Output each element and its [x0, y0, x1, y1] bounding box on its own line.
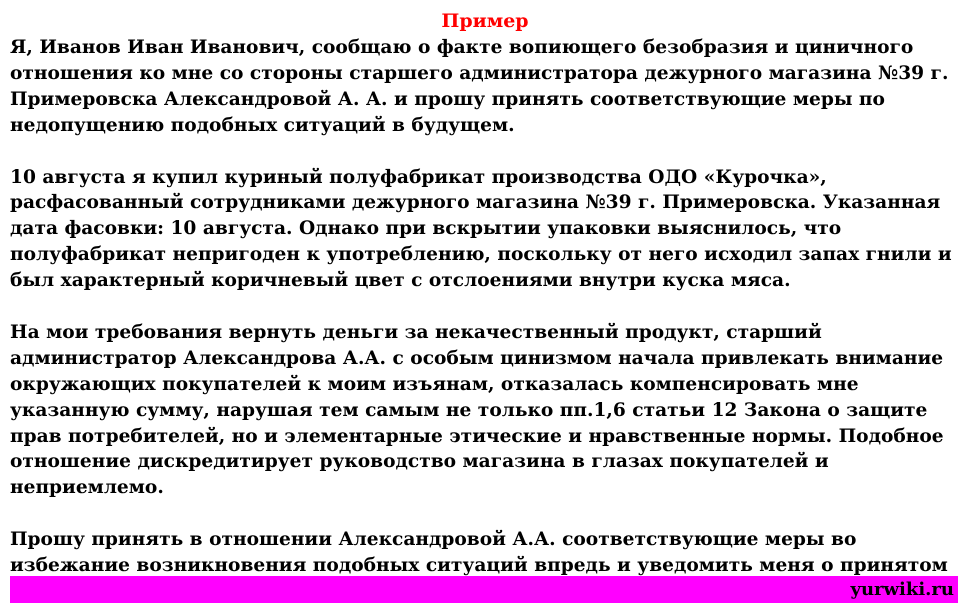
- footer-bar: [10, 576, 958, 603]
- paragraph-administrator-behavior: На мои требования вернуть деньги за некачественный продукт, старший администратор Александрова А.А. с особым цинизмом начала привлекать внимание окружающих покупателей к моим изъянам, отказалась компенсировать мне указанную сумму, нарушая тем самым не только пп.1,6 статьи 12 Закона о защите прав потребителей, но и элементарные этические и нравственные нормы. Подобное отношение дискредитирует руководство магазина в глазах покупателей и неприемлемо.: [10, 321, 944, 499]
- paragraph-purchase-details: 10 августа я купил куриный полуфабрикат производства ОДО «Курочка», расфасованный сотрудниками дежурного магазина №39 г. Примеровска. Указанная дата фасовки: 10 августа. Однако при вскрытии упаковки выяснилось, что полуфабрикат непригоден к употреблению, поскольку от него исходил запах гнили и был характерный коричневый цвет с отслоениями внутри куска мяса.: [10, 166, 952, 292]
- paragraph-request: Прошу принять в отношении Александровой А.А. соответствующие меры во избежание возникновения подобных ситуаций впредь и уведомить меня о принятом: [10, 529, 948, 577]
- footer-site-name: yurwiki.ru: [850, 579, 954, 600]
- paragraph-complaint-intro: Я, Иванов Иван Иванович, сообщаю о факте вопиющего безобразия и циничного отношения ко мне со стороны старшего администратора дежурного магазина №39 г. Примеровска Александровой А. А. и прошу принять соответствующие меры по недопущению подобных ситуаций в будущем.: [10, 37, 949, 136]
- document-title: Пример: [441, 10, 529, 32]
- document: [10, 8, 960, 605]
